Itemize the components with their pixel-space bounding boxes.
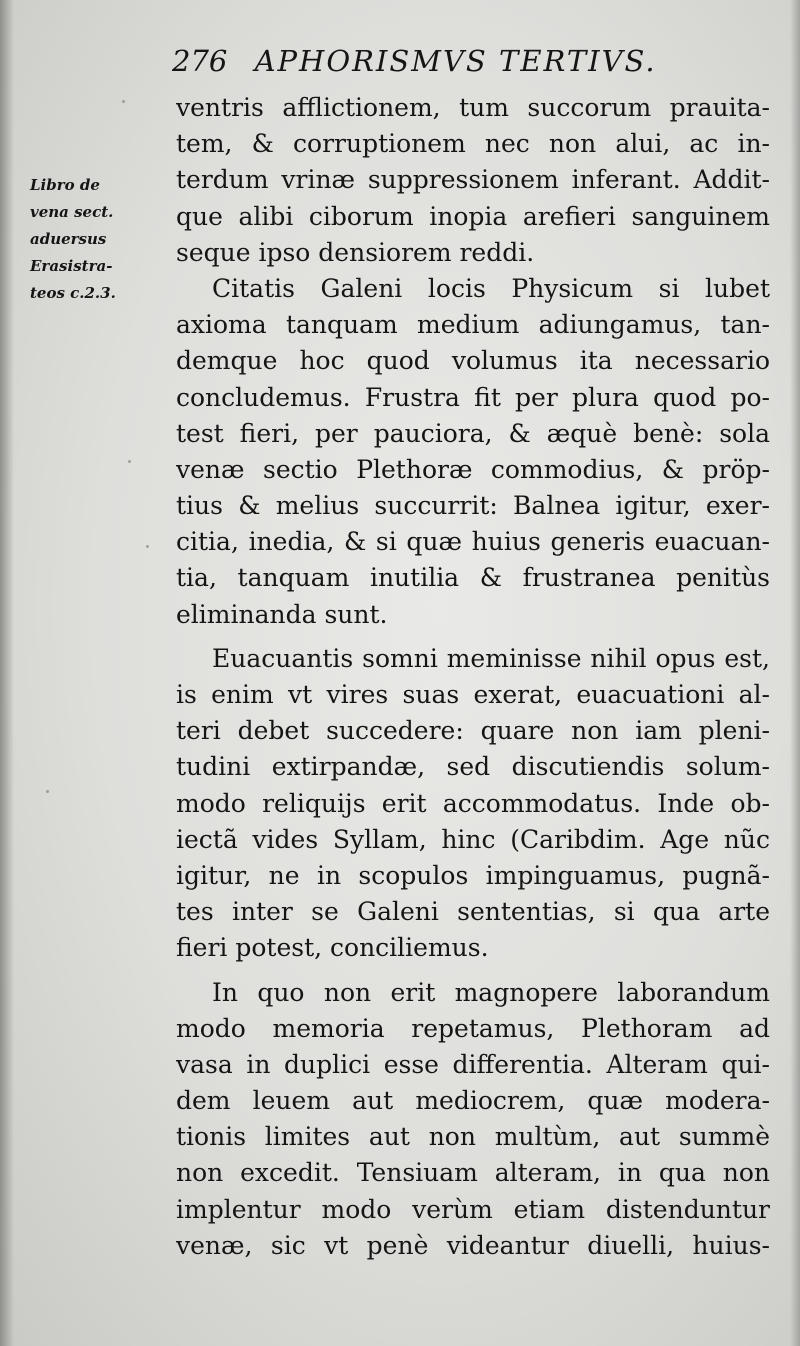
- text-line: iectã vides Syllam, hinc (Caribdim. Age nũc: [176, 824, 770, 854]
- text-line: citia, inedia, & si quæ huius generis euacuan-: [176, 527, 770, 557]
- paragraph: [176, 975, 770, 1265]
- text-line: tius & melius succurrit: Balnea igitur, exer-: [176, 491, 770, 521]
- paper-speck: [46, 790, 49, 793]
- body-text: [176, 90, 770, 1264]
- text-line: terdum vrinæ suppressionem inferant. Addit-: [176, 165, 770, 195]
- text-line: tes inter se Galeni sententias, si qua arte: [176, 897, 770, 927]
- text-line: igitur, ne in scopulos impinguamus, pugnã-: [176, 860, 770, 890]
- paragraph-gap: [176, 967, 770, 975]
- page-header: [172, 38, 772, 84]
- margin-note-line: Libro de: [30, 176, 100, 194]
- text-line: In quo non erit magnopere laborandum: [212, 977, 770, 1007]
- text-line: non excedit. Tensiuam alteram, in qua non: [176, 1158, 770, 1188]
- text-line: tudini extirpandæ, sed discutiendis solum-: [176, 752, 770, 782]
- margin-note-line: aduersus: [30, 230, 107, 248]
- text-line: is enim vt vires suas exerat, euacuationi al-: [176, 680, 770, 709]
- text-line: venæ, sic vt penè videantur diuelli, huius-: [176, 1230, 770, 1260]
- text-line: venæ sectio Plethoræ commodius, & pröp-: [176, 454, 770, 484]
- text-line: ventris afflictionem, tum succorum prauita-: [176, 93, 770, 122]
- page-shadow-right: [790, 0, 800, 1346]
- paragraph: [176, 90, 770, 271]
- page-shadow-left: [0, 0, 14, 1346]
- text-line: Euacuantis somni meminisse nihil opus est,: [212, 643, 770, 673]
- text-line: demque hoc quod volumus ita necessario: [176, 346, 770, 376]
- page-number: 276: [172, 44, 228, 78]
- paper-speck: [128, 460, 131, 463]
- text-line: implentur modo verùm etiam distenduntur: [176, 1194, 770, 1224]
- text-line: Citatis Galeni locis Physicum si lubet: [212, 273, 770, 303]
- text-line: teri debet succedere: quare non iam pleni-: [176, 716, 770, 746]
- text-line: vasa in duplici esse differentia. Alteram qui-: [176, 1049, 770, 1079]
- text-line: modo memoria repetamus, Plethoram ad: [176, 1013, 770, 1043]
- running-title: APHORISMVS TERTIVS.: [254, 44, 657, 78]
- text-line: seque ipso densiorem reddi.: [176, 237, 535, 267]
- paper-speck: [122, 100, 125, 103]
- text-line: concludemus. Frustra fit per plura quod po-: [176, 382, 770, 412]
- margin-note: [30, 172, 170, 307]
- text-line: axioma tanquam medium adiungamus, tan-: [176, 310, 770, 340]
- paper-speck: [146, 545, 149, 548]
- margin-note-line: teos c.2.3.: [30, 284, 116, 302]
- paragraph: [176, 271, 770, 633]
- text-line: tia, tanquam inutilia & frustranea penitùs: [176, 563, 770, 593]
- text-line: modo reliquijs erit accommodatus. Inde ob-: [176, 788, 770, 818]
- paragraph: [176, 641, 770, 967]
- margin-note-line: Erasistra-: [30, 257, 113, 275]
- text-line: eliminanda sunt.: [176, 599, 388, 629]
- text-line: test fieri, per pauciora, & æquè benè: sola: [176, 418, 770, 448]
- paragraph-gap: [176, 633, 770, 641]
- margin-note-line: vena sect.: [30, 203, 114, 221]
- text-line: tionis limites aut non multùm, aut summè: [176, 1122, 770, 1152]
- text-line: fieri potest, conciliemus.: [176, 933, 489, 963]
- text-line: dem leuem aut mediocrem, quæ modera-: [176, 1086, 770, 1116]
- text-line: tem, & corruptionem nec non alui, ac in-: [176, 129, 770, 159]
- text-line: que alibi ciborum inopia arefieri sanguinem: [176, 201, 770, 231]
